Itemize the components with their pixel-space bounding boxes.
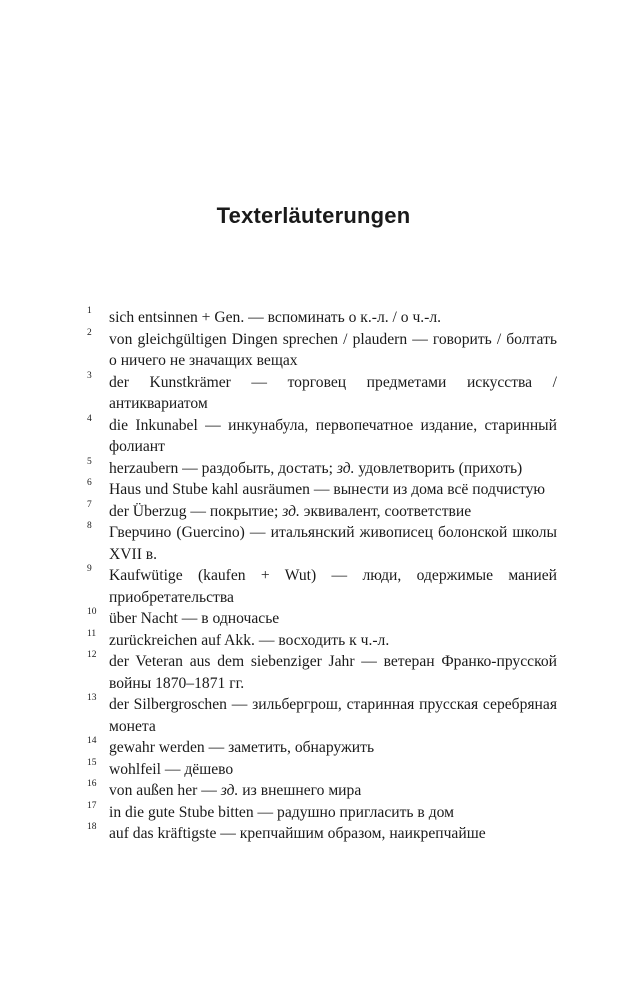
note-translation: в одночасье (201, 610, 280, 627)
note-translation: инкунабула, первопечатное издание, старинный фолиант (109, 416, 558, 455)
note-term: wohlfeil (109, 760, 161, 778)
note-number: 7 (87, 499, 92, 510)
note-translation: восходить к ч.-л. (278, 631, 390, 649)
abbr-zd: зд. (336, 459, 355, 477)
note-term: von außen her (109, 782, 198, 799)
note-item (87, 651, 557, 694)
note-term: von gleichgültigen Dingen sprechen / plaudern (109, 330, 408, 348)
note-term: Kaufwütige (kaufen + Wut) (109, 567, 317, 584)
notes-list (87, 307, 557, 845)
note-text: Haus und Stube kahl ausräumen — вынести из дома всё подчистую (109, 481, 546, 498)
note-item (87, 608, 557, 630)
note-term: zurückreichen auf Akk. (109, 631, 255, 649)
note-item (87, 737, 557, 759)
note-number: 2 (87, 327, 92, 338)
note-term: gewahr werden (109, 739, 205, 756)
note-text: in die gute Stube bitten — радушно пригласить в дом (109, 803, 454, 821)
note-item (87, 802, 557, 824)
note-item (87, 415, 557, 458)
note-text: der Veteran aus dem siebenziger Jahr — ветеран Франко-прусской войны 1870–1871 гг. (109, 653, 557, 692)
note-number: 6 (87, 478, 92, 488)
note-translation: покрытие; зд. эквивалент, соответствие (209, 502, 472, 520)
note-text: sich entsinnen + Gen. — вспоминать о к.-л. / о ч.-л. (109, 309, 442, 326)
page-title: Texterläuterungen (216, 203, 411, 228)
note-term: der Silbergroschen (109, 696, 227, 713)
note-number: 18 (87, 822, 97, 832)
note-term: Haus und Stube kahl ausräumen (109, 481, 310, 498)
note-number: 14 (87, 736, 97, 746)
note-number: 15 (87, 757, 97, 768)
note-translation: дёшево (184, 760, 234, 778)
note-number: 13 (87, 693, 97, 703)
note-item (87, 694, 557, 737)
note-translation: раздобыть, достать; зд. удовлетворить (прихоть) (201, 459, 523, 477)
note-translation: вспоминать о к.-л. / о ч.-л. (267, 309, 442, 326)
note-term: auf das kräftigste (109, 825, 217, 842)
note-translation: торговец предметами искусства / антиквариатом (109, 373, 557, 412)
note-text: der Kunstkrämer — торговец предметами искусства / антиквариатом (109, 373, 557, 412)
note-item (87, 522, 557, 565)
note-text: auf das kräftigste — крепчайшим образом, наикрепчайше (109, 825, 486, 842)
note-term: der Veteran aus dem siebenziger Jahr (109, 653, 355, 670)
note-text: Гверчино (Guercino) — итальянский живописец болонской школы XVII в. (109, 524, 558, 563)
note-translation: зд. из внешнего мира (220, 782, 362, 799)
note-term: die Inkunabel (109, 416, 198, 434)
note-number: 10 (87, 607, 97, 617)
note-translation: говорить / болтать о ничего не значащих вещах (109, 330, 557, 369)
note-term: über Nacht (109, 610, 178, 627)
note-item (87, 458, 557, 480)
note-number: 5 (87, 456, 92, 467)
note-translation: зильбергрош, старинная прусская серебряная монета (109, 696, 557, 735)
note-translation: итальянский живописец болонской школы XVII в. (109, 524, 558, 563)
note-translation: ветеран Франко-прусской войны 1870–1871 гг. (109, 653, 557, 692)
note-translation: заметить, обнаружить (228, 739, 375, 756)
note-number: 3 (87, 370, 92, 381)
note-number: 1 (87, 306, 92, 316)
note-item (87, 372, 557, 415)
abbr-zd: зд. (220, 782, 239, 799)
note-translation: вынести из дома всё подчистую (333, 481, 546, 498)
note-number: 4 (87, 413, 92, 424)
note-number: 9 (87, 564, 92, 574)
note-item (87, 759, 557, 781)
note-number: 17 (87, 800, 97, 811)
note-text: der Silbergroschen — зильбергрош, старинная прусская серебряная монета (109, 696, 557, 735)
note-item (87, 329, 557, 372)
note-text: Kaufwütige (kaufen + Wut) — люди, одержимые манией приобретательства (109, 567, 558, 606)
note-term: Гверчино (Guercino) (109, 524, 245, 541)
note-term: in die gute Stube bitten (109, 803, 254, 821)
note-translation: люди, одержимые манией приобретательства (109, 567, 558, 606)
note-item (87, 307, 557, 329)
note-text: der Überzug — покрытие; зд. эквивалент, соответствие (109, 502, 472, 520)
note-text: die Inkunabel — инкунабула, первопечатное издание, старинный фолиант (109, 416, 558, 455)
note-item (87, 630, 557, 652)
note-number: 8 (87, 521, 92, 531)
note-term: sich entsinnen + Gen. (109, 309, 245, 326)
note-number: 16 (87, 779, 97, 789)
note-item (87, 479, 557, 501)
note-translation: радушно пригласить в дом (277, 803, 454, 821)
note-term: herzaubern (109, 459, 179, 477)
note-text: herzaubern — раздобыть, достать; зд. удовлетворить (прихоть) (109, 459, 523, 477)
note-item (87, 780, 557, 802)
note-text: wohlfeil — дёшево (109, 760, 234, 778)
note-term: der Kunstkrämer (109, 373, 231, 391)
note-text: über Nacht — в одночасье (109, 610, 280, 627)
note-number: 12 (87, 650, 97, 660)
note-item (87, 565, 557, 608)
abbr-zd: зд. (282, 502, 300, 520)
note-text: von außen her — зд. из внешнего мира (109, 782, 362, 799)
note-item (87, 501, 557, 523)
note-item (87, 823, 557, 845)
note-term: der Überzug (109, 502, 187, 520)
note-text: gewahr werden — заметить, обнаружить (109, 739, 375, 756)
note-text: zurückreichen auf Akk. — восходить к ч.-л. (109, 631, 390, 649)
note-number: 11 (87, 628, 97, 639)
note-translation: крепчайшим образом, наикрепчайше (239, 825, 486, 842)
note-text: von gleichgültigen Dingen sprechen / plaudern — говорить / болтать о ничего не значащих вещах (109, 330, 557, 369)
